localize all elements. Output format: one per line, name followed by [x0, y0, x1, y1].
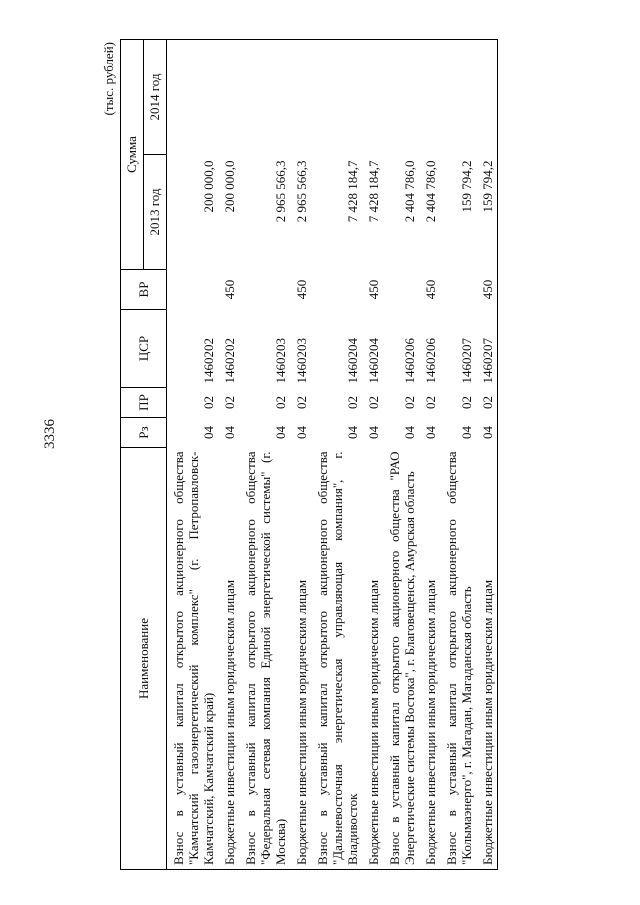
row-sum-2014: [362, 40, 383, 155]
row-name: Бюджетные инвестиции иным юридическим лицам: [290, 448, 311, 870]
row-csr: 1460203: [273, 338, 288, 384]
row-pr: 02: [476, 388, 498, 418]
row-csr: 1460202: [222, 338, 237, 384]
row-name: Бюджетные инвестиции иным юридическим лицам: [218, 448, 239, 870]
table-row: [440, 40, 476, 870]
row-pr: 02: [459, 396, 474, 409]
row-vr: [440, 270, 476, 310]
row-pr: 02: [201, 396, 216, 409]
row-rz: 04: [273, 426, 288, 439]
table-row: [383, 40, 419, 870]
row-sum-2014: [290, 40, 311, 155]
header-name: Наименование: [121, 448, 167, 870]
budget-table: [120, 39, 498, 870]
units-note: (тыс. рублей): [101, 42, 116, 116]
row-rz: 04: [294, 426, 309, 439]
table-row: [290, 40, 311, 870]
row-vr: 450: [294, 279, 309, 300]
row-sum-2013: 2 404 786,0: [423, 160, 438, 223]
header-2014: 2014 год: [144, 40, 167, 155]
row-csr: 1460207: [476, 310, 498, 388]
row-name: Взнос в уставный капитал открытого акционерного общества "РАО Энергетические системы Востока", г. Благовещенск, Амурская область: [383, 448, 419, 870]
row-csr: 1460207: [459, 338, 474, 384]
row-name: Бюджетные инвестиции иным юридическим лицам: [419, 448, 440, 870]
table-row: [311, 40, 362, 870]
row-sum-2013: 159 794,2: [476, 155, 498, 270]
row-pr: 02: [345, 396, 360, 409]
header-pr: ПР: [121, 388, 167, 418]
row-sum-2014: [383, 40, 419, 155]
row-pr: 02: [273, 396, 288, 409]
page-number: 3336: [42, 419, 58, 449]
row-sum-2013: 159 794,2: [459, 160, 474, 213]
row-sum-2013: 2 404 786,0: [402, 160, 417, 223]
row-sum-2014: [311, 40, 362, 155]
row-name: Взнос в уставный капитал открытого акционерного общества "Федеральная сетевая компания Единой энергетической системы" (г. Москва): [239, 448, 290, 870]
rotated-document: [98, 40, 498, 870]
row-vr: 450: [222, 279, 237, 300]
row-sum-2014: [167, 40, 219, 155]
row-rz: 04: [222, 426, 237, 439]
row-sum-2014: [419, 40, 440, 155]
table-row: [239, 40, 290, 870]
row-vr: [167, 270, 219, 310]
row-rz: 04: [459, 426, 474, 439]
row-vr: [239, 270, 290, 310]
table-body: [167, 40, 498, 870]
row-rz: 04: [366, 426, 381, 439]
table-row: [362, 40, 383, 870]
row-csr: 1460204: [366, 338, 381, 384]
row-csr: 1460203: [294, 338, 309, 384]
row-name: Бюджетные инвестиции иным юридическим лицам: [362, 448, 383, 870]
row-vr: [311, 270, 362, 310]
table-row: [218, 40, 239, 870]
row-sum-2014: [476, 40, 498, 155]
row-sum-2014: [239, 40, 290, 155]
row-name: Бюджетные инвестиции иным юридическим лицам: [476, 448, 498, 870]
header-vr: ВР: [121, 270, 167, 310]
row-pr: 02: [366, 396, 381, 409]
row-vr: 450: [423, 279, 438, 300]
row-pr: 02: [402, 396, 417, 409]
row-pr: 02: [222, 396, 237, 409]
header-csr: ЦСР: [121, 310, 167, 388]
row-sum-2013: 7 428 184,7: [345, 160, 360, 223]
row-rz: 04: [423, 426, 438, 439]
row-sum-2013: 7 428 184,7: [366, 160, 381, 223]
row-sum-2013: 2 965 566,3: [294, 160, 309, 223]
row-sum-2014: [218, 40, 239, 155]
row-name: Взнос в уставный капитал открытого акционерного общества "Дальневосточная энергетическая управляющая компания", г. Владивосток: [311, 448, 362, 870]
table-row: [419, 40, 440, 870]
table-row: [476, 40, 498, 870]
row-csr: 1460206: [402, 338, 417, 384]
table-row: [167, 40, 219, 870]
row-rz: 04: [476, 418, 498, 448]
header-2013: 2013 год: [144, 155, 167, 270]
row-rz: 04: [201, 426, 216, 439]
row-sum-2013: 200 000,0: [201, 160, 216, 213]
row-sum-2014: [440, 40, 476, 155]
row-sum-2013: 200 000,0: [222, 160, 237, 213]
row-pr: 02: [423, 396, 438, 409]
row-vr: 450: [366, 279, 381, 300]
row-csr: 1460206: [423, 338, 438, 384]
row-rz: 04: [402, 426, 417, 439]
row-pr: 02: [294, 396, 309, 409]
row-sum-2013: 2 965 566,3: [273, 160, 288, 223]
header-sum: Сумма: [121, 40, 144, 270]
row-csr: 1460202: [201, 338, 216, 384]
row-vr: 450: [476, 270, 498, 310]
header-rz: Рз: [121, 418, 167, 448]
row-vr: [383, 270, 419, 310]
row-name: Взнос в уставный капитал открытого акционерного общества "Колымаэнерго", г. Магадан, Магаданская область: [440, 448, 476, 870]
row-rz: 04: [345, 426, 360, 439]
row-name: Взнос в уставный капитал открытого акционерного общества "Камчатский газоэнергетический комплекс" (г. Петропавловск-Камчатский, Камчатский край): [167, 448, 219, 870]
row-csr: 1460204: [345, 338, 360, 384]
